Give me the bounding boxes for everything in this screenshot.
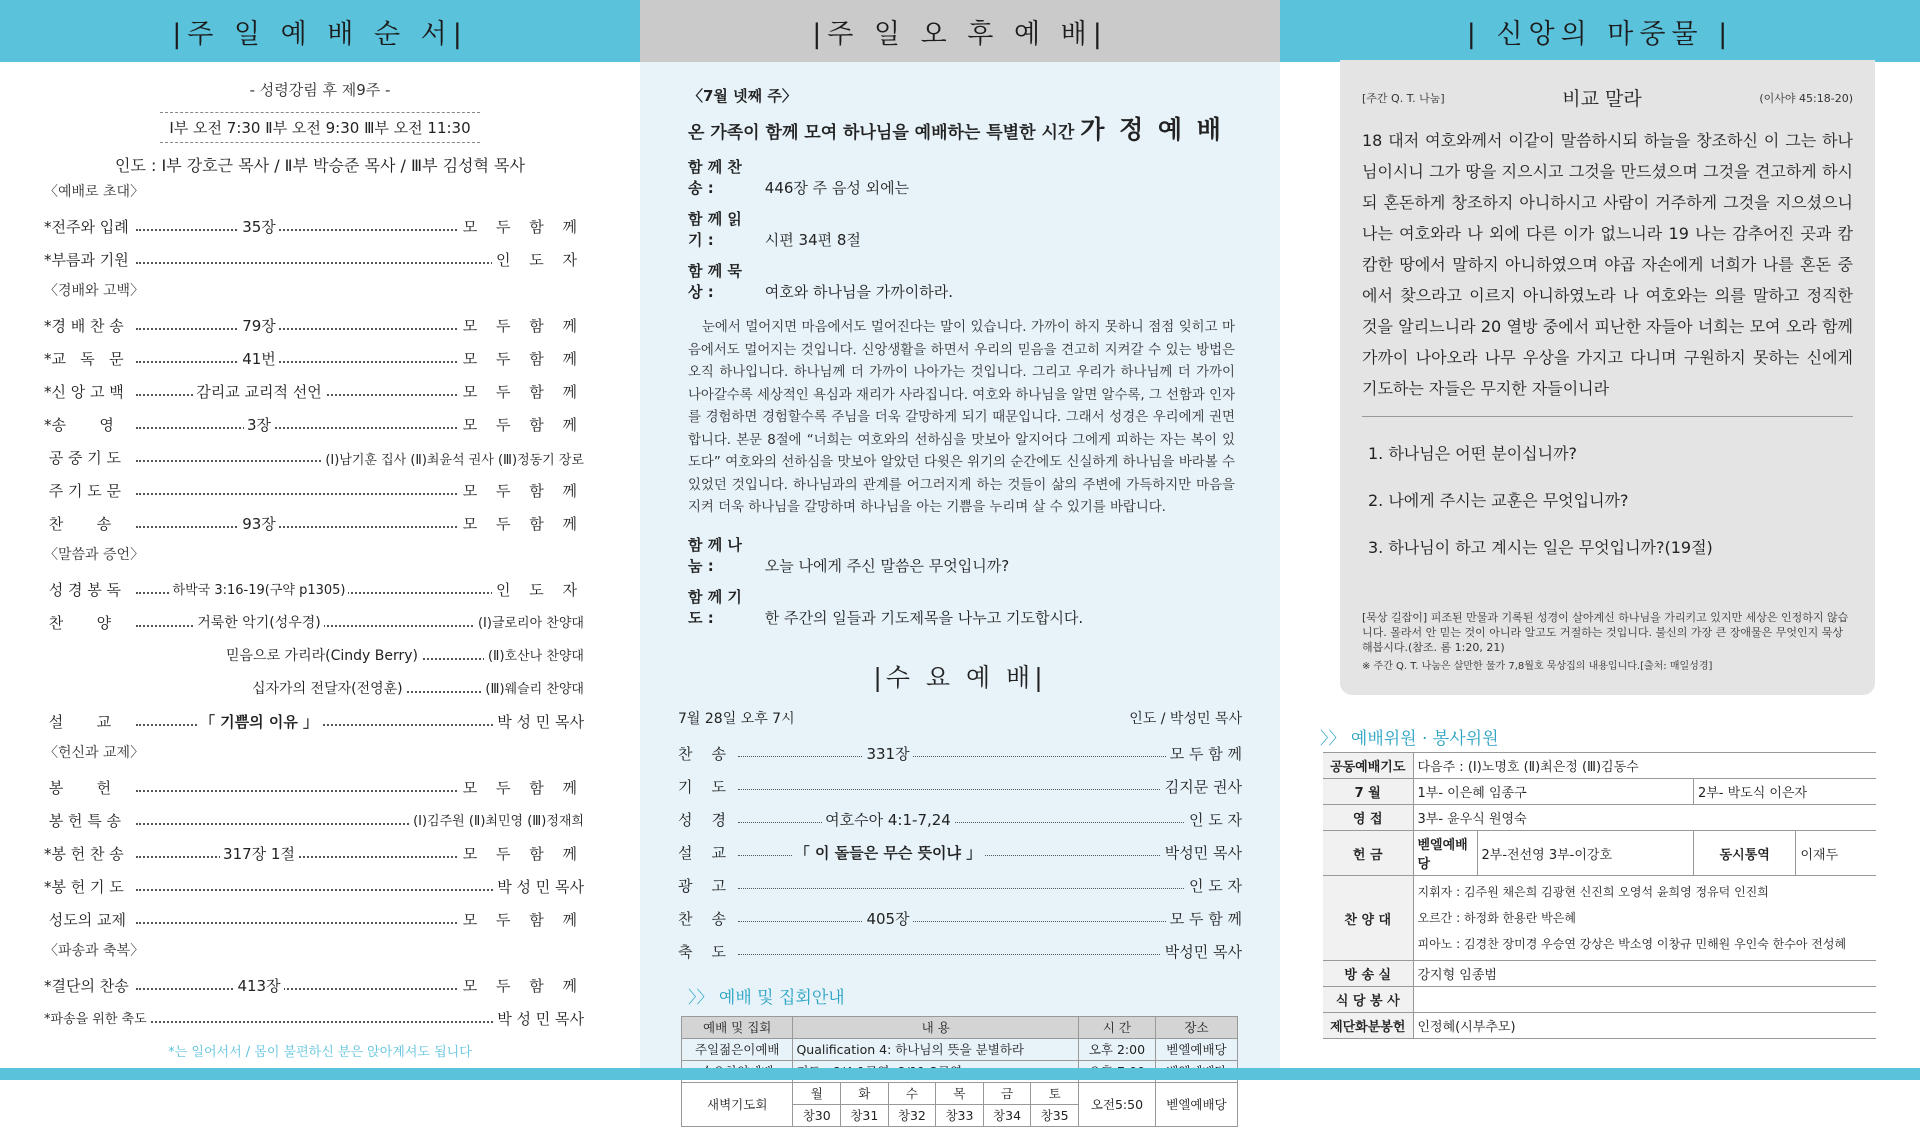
table-cell: Qualification 4: 하나님의 뜻을 분별하라	[793, 1038, 1079, 1060]
family-worship-title	[688, 110, 1235, 146]
order-item-name: 주 기 도 문	[44, 480, 125, 501]
column-header: 예배 및 집회	[682, 1016, 793, 1038]
row-label: 7 월	[1323, 779, 1413, 805]
table-cell: 오전5:50	[1078, 1082, 1155, 1126]
order-item-leader: 모 두 함 께	[459, 216, 584, 237]
row-label: 공동예배기도	[1323, 753, 1413, 779]
meditation-paragraph: 눈에서 멀어지면 마음에서도 멀어진다는 말이 있습니다. 가까이 하지 못하니 점점 잊히고 마음에서도 멀어지는 것입니다. 신앙생활을 하면서 우리의 믿음을 견고히 지켜갈 수 있는 방법은 오직 하나입니다. 하나님께 더 가까이 나아가는 것입니다. 그리고 우리가 하나님께 더 가까이 나아갈수록 세상적인 욕심과 재리가 사라집니다. 여호와 하나님을 알면 알수록, 그 선함과 인자를 경험하면 경험할수록 주님을 더욱 갈망하게 되기 때문입니다. 그래서 성경은 우리에게 권면합니다. 본문 8절에 “너희는 여호와의 선하심을 맛보아 알지어다 그에게 피하는 자는 복이 있도다” 여호와의 선하심을 맛보아 알았던 다윗은 위기의 순간에도 신실하게 하나님을 바라볼 수 있었던 것입니다. 하나님과의 관계를 어그러지게 하는 것들이 삶의 주변에 가득하지만 마음을 지켜 더욱 하나님을 갈망하며 하나님을 아는 기쁨을 누리며 살 수 있기를 바랍니다.	[688, 320, 1235, 515]
table-row	[1323, 961, 1876, 987]
order-row	[44, 968, 584, 1001]
source-note: ※ 주간 Q. T. 나눔은 살만한 물가 7,8월호 묵상집의 내용입니다.[출처: 매일성경]	[1362, 661, 1713, 672]
day-cell: 토	[1031, 1082, 1079, 1104]
order-item-name: *송 영	[44, 414, 118, 435]
field-label: 함 께 읽 기 :	[688, 210, 742, 249]
order-item-leader: (Ⅰ)남기훈 집사 (Ⅱ)최윤석 권사 (Ⅲ)정동기 장로	[321, 449, 584, 468]
order-item-leader: 김지문 권사	[1161, 776, 1242, 797]
order-item-leader: 인 도 자	[1185, 875, 1242, 896]
order-item-name: 성 경 봉 독	[44, 579, 125, 600]
question-1: 1. 하나님은 어떤 분이십니까?	[1368, 444, 1578, 463]
column-header: 시 간	[1078, 1016, 1155, 1038]
table-cell: 3부- 윤우식 원영숙	[1413, 805, 1876, 831]
order-row	[44, 638, 584, 671]
service-leaders: 인도 : Ⅰ부 강호근 목사 / Ⅱ부 박승준 목사 / Ⅲ부 김성혁 목사	[115, 156, 525, 175]
field-label: 함 께 찬 송 :	[688, 158, 742, 197]
table-cell: 1부- 이은혜 임종구	[1413, 779, 1693, 805]
table-cell: 오후 2:00	[1078, 1038, 1155, 1060]
faith-panel	[1280, 0, 1920, 1080]
qt-box	[1340, 60, 1875, 695]
wednesday-row	[678, 934, 1242, 967]
order-item-name: 찬 송	[44, 513, 115, 534]
volunteers-table	[1323, 752, 1876, 1039]
order-item-detail: 거룩한 악기(성우경)	[194, 615, 324, 631]
bible-passage: 18 대저 여호와께서 이같이 말씀하시되 하늘을 창조하신 이 그는 하나님이시니 그가 땅을 지으시고 그것을 만드셨으며 그것을 견고하게 하시되 혼돈하게 창조하지 아니하시고 사람이 거주하게 그것을 지으셨으니 나는 여호와라 나 외에 다른 이가 없느니라 19 나는 감추어진 곳과 캄캄한 땅에서 말하지 아니하였으며 야곱 자손에게 너희가 나를 혼돈 중에서 찾으라고 이르지 아니하였노라 나 여호와는 의를 말하고 정직한 것을 알리느니라 20 열방 중에서 피난한 자들아 너희는 모여 오라 함께 가까이 나아오라 나무 우상을 가지고 다니며 구원하지 못하는 신에게 기도하는 자들은 무지한 자들이니라	[1362, 125, 1853, 417]
sermon-title: 「 기쁨의 이유 」	[197, 713, 321, 731]
order-item-leader: 모 두 함 께	[459, 414, 584, 435]
field-value: 시편 34편 8절	[764, 231, 861, 249]
order-item-leader: (Ⅲ)웨슬리 찬양대	[481, 678, 584, 697]
order-item-detail: 317장 1절	[220, 845, 298, 863]
wednesday-info	[678, 708, 1242, 728]
choir-cell	[1413, 876, 1876, 961]
sermon-title: 「 이 돌들은 무슨 뜻이냐 」	[792, 844, 985, 862]
wednesday-row	[678, 901, 1242, 934]
wednesday-row	[678, 868, 1242, 901]
wednesday-row	[678, 769, 1242, 802]
order-item-name: 설 교	[678, 842, 730, 863]
reading-cell: 창33	[936, 1104, 984, 1126]
row-label: 제단화분봉헌	[1323, 1013, 1413, 1039]
order-row	[44, 605, 584, 638]
day-cell: 수	[888, 1082, 936, 1104]
order-row	[44, 836, 584, 869]
order-item-name: *봉 헌 찬 송	[44, 843, 128, 864]
reading-cell: 창31	[841, 1104, 889, 1126]
family-reading	[688, 208, 1235, 250]
order-row	[44, 473, 584, 506]
field-label: 함 께 묵 상 :	[688, 262, 742, 301]
order-row	[44, 671, 584, 704]
field-value: 446장 주 음성 외에는	[764, 179, 910, 197]
table-row	[1323, 987, 1876, 1013]
day-cell: 금	[983, 1082, 1031, 1104]
section-label: 〈예배로 초대〉	[44, 184, 145, 200]
order-item-name: 축 도	[678, 941, 730, 962]
order-row	[44, 407, 584, 440]
order-row	[44, 902, 584, 935]
order-item-detail: 41번	[239, 350, 279, 368]
wednesday-row	[678, 736, 1242, 769]
question-2: 2. 나에게 주시는 교훈은 무엇입니까?	[1368, 491, 1629, 510]
order-item-name: *전주와 입례	[44, 216, 133, 237]
order-item-name: 찬 양	[44, 612, 115, 633]
choir-piano: 피아노 : 김경찬 장미경 우승연 강상은 박소영 이창규 민해원 우인숙 한수아 전성혜	[1417, 937, 1847, 951]
order-item-name: 십자가의 전달자(전영훈)	[252, 678, 407, 698]
row-label: 찬 양 대	[1323, 876, 1413, 961]
meditation-guide: [묵상 길잡이] 피조된 만물과 기록된 성경이 살아계신 하나님을 가리키고 있지만 세상은 인정하지 않습니다. 몰라서 안 믿는 것이 아니라 알고도 거절하는 것입니다. 불신의 가장 큰 장애물은 무엇인지 묵상해봅시다.(참조. 롬 1:20, 21)	[1362, 611, 1849, 654]
order-row	[44, 506, 584, 539]
order-item-leader: 모 두 함 께	[459, 348, 584, 369]
order-row	[44, 374, 584, 407]
family-meditation	[688, 260, 1235, 302]
table-row	[682, 1082, 1238, 1104]
order-item-detail: 여호수아 4:1-7,24	[822, 811, 954, 829]
order-item-name: *경 배 찬 송	[44, 315, 128, 336]
order-item-name: *교 독 문	[44, 348, 128, 369]
family-worship-heading: 가 정 예 배	[1080, 115, 1224, 144]
order-item-leader: 인 도 자	[492, 579, 584, 600]
order-row	[44, 869, 584, 902]
order-item-name: *봉 헌 기 도	[44, 876, 128, 897]
family-worship-prefix: 온 가족이 함께 모여 하나님을 예배하는 특별한 시간	[688, 123, 1075, 143]
standing-note: *는 일어서서 / 몸이 불편하신 분은 앉아계셔도 됩니다	[168, 1045, 472, 1060]
order-item-name: *부름과 기원	[44, 249, 133, 270]
order-item-name: 설 교	[44, 711, 115, 732]
table-row	[1323, 876, 1876, 961]
order-item-leader: 박 성 민 목사	[493, 1008, 584, 1029]
order-item-detail: 331장	[863, 745, 912, 763]
table-row	[1323, 831, 1876, 876]
reading-cell: 창35	[1031, 1104, 1079, 1126]
order-row	[44, 308, 584, 341]
table-cell: 벧엘예배당	[1413, 831, 1477, 876]
order-item-name: 성도의 교제	[44, 909, 130, 930]
order-item-name: 믿음으로 가리라(Cindy Berry)	[226, 645, 422, 665]
order-row	[44, 209, 584, 242]
table-row	[1323, 1013, 1876, 1039]
table-cell: 다음주 : (Ⅰ)노명호 (Ⅱ)최은정 (Ⅲ)김동수	[1413, 753, 1876, 779]
order-item-detail: 413장	[234, 977, 283, 995]
section-label: 〈경배와 고백〉	[44, 283, 145, 299]
order-item-leader: 박 성 민 목사	[493, 876, 584, 897]
worship-order-panel	[0, 0, 640, 1080]
wednesday-worship-title: |수 요 예 배|	[873, 662, 1047, 692]
reading-cell: 창34	[983, 1104, 1031, 1126]
bottom-bar	[0, 1068, 1920, 1080]
order-item-detail: 35장	[239, 218, 279, 236]
row-label: 헌 금	[1323, 831, 1413, 876]
choir-conductors: 지휘자 : 김주원 채은희 김광현 신진희 오영석 윤희영 정유덕 인진희	[1417, 885, 1769, 899]
row-label: 방 송 실	[1323, 961, 1413, 987]
order-row	[44, 704, 584, 737]
order-row	[44, 1001, 584, 1034]
order-row	[44, 440, 584, 473]
wednesday-row	[678, 802, 1242, 835]
order-item-name: 기 도	[678, 776, 730, 797]
service-times: Ⅰ부 오전 7:30 Ⅱ부 오전 9:30 Ⅲ부 오전 11:30	[160, 112, 480, 143]
order-item-leader: 모 두 함 께	[459, 513, 584, 534]
afternoon-worship-panel	[640, 0, 1280, 1123]
order-item-leader: 인 도 자	[492, 249, 584, 270]
order-item-leader: 박성민 목사	[1161, 941, 1242, 962]
order-item-leader: 박성민 목사	[1161, 842, 1242, 863]
family-sharing	[688, 534, 1235, 576]
table-cell: 이재두	[1796, 831, 1876, 876]
week-label: 〈7월 넷째 주〉	[688, 87, 797, 105]
order-item-leader: (Ⅰ)글로리아 찬양대	[474, 612, 584, 631]
wednesday-leader: 인도 / 박성민 목사	[1129, 710, 1242, 727]
qt-title: 비교 말라	[1562, 88, 1642, 110]
order-item-name: 찬 송	[678, 743, 730, 764]
order-item-leader: 모 두 함 께	[459, 480, 584, 501]
table-cell: 동시통역	[1693, 831, 1796, 876]
order-item-name: 공 중 기 도	[44, 447, 125, 468]
faith-header: | 신앙의 마중물 |	[1280, 0, 1920, 62]
table-cell: 2부- 박도식 이은자	[1693, 779, 1876, 805]
order-item-leader: 모 두 함 께	[459, 315, 584, 336]
worship-order-header: |주 일 예 배 순 서|	[0, 0, 640, 62]
order-item-leader: 모 두 함 께	[459, 909, 584, 930]
order-row	[44, 341, 584, 374]
order-item-name: 봉 헌	[44, 777, 115, 798]
order-item-leader: 박 성 민 목사	[493, 711, 584, 732]
day-cell: 월	[793, 1082, 841, 1104]
order-item-leader: 인 도 자	[1185, 809, 1242, 830]
field-value: 한 주간의 일들과 기도제목을 나누고 기도합시다.	[764, 608, 1084, 627]
table-cell: 인정혜(시부추모)	[1413, 1013, 1876, 1039]
wednesday-row	[678, 835, 1242, 868]
order-item-detail: 하박국 3:16-19(구약 p1305)	[170, 583, 349, 598]
table-cell	[1413, 987, 1876, 1013]
table-row	[1323, 753, 1876, 779]
order-item-leader: 모 두 함 께	[459, 381, 584, 402]
table-cell: 벧엘예배당	[1155, 1082, 1237, 1126]
day-cell: 목	[936, 1082, 984, 1104]
section-label: 〈헌신과 교제〉	[44, 745, 145, 761]
order-item-detail: 감리교 교리적 선언	[193, 383, 324, 401]
field-label: 함 께 기 도 :	[688, 587, 742, 627]
reading-cell: 창30	[793, 1104, 841, 1126]
afternoon-worship-header: |주 일 오 후 예 배|	[640, 0, 1280, 62]
volunteers-title: 〉〉 예배위원 · 봉사위원	[1320, 729, 1499, 749]
table-cell: 벧엘예배당	[1155, 1038, 1237, 1060]
order-item-name: *파송을 위한 축도	[44, 1008, 151, 1027]
section-label: 〈말씀과 증언〉	[44, 547, 145, 563]
order-item-leader: 모 두 함 께	[459, 843, 584, 864]
wednesday-date: 7월 28일 오후 7시	[678, 710, 795, 727]
table-cell: 주일젊은이예배	[682, 1038, 793, 1060]
table-cell: 2부-전선영 3부-이강호	[1477, 831, 1693, 876]
reading-cell: 창32	[888, 1104, 936, 1126]
choir-organ: 오르간 : 하정화 한용란 박은혜	[1417, 911, 1576, 925]
column-header: 장소	[1155, 1016, 1237, 1038]
order-item-leader: 모 두 함 께	[1166, 908, 1242, 929]
order-row	[44, 770, 584, 803]
order-row	[44, 572, 584, 605]
order-item-detail: 405장	[863, 910, 912, 928]
order-row	[44, 242, 584, 275]
order-item-leader: 모 두 함 께	[459, 777, 584, 798]
column-header: 내 용	[793, 1016, 1079, 1038]
order-item-name: *신 앙 고 백	[44, 381, 128, 402]
schedule-section-title: 〉〉 예배 및 집회안내	[688, 987, 845, 1008]
row-label: 영 접	[1323, 805, 1413, 831]
liturgical-week: - 성령강림 후 제9주 -	[249, 81, 391, 99]
order-item-name: 찬 송	[678, 908, 730, 929]
order-item-leader: (Ⅱ)호산나 찬양대	[484, 645, 584, 664]
order-item-name: 광 고	[678, 875, 730, 896]
day-cell: 화	[841, 1082, 889, 1104]
section-label: 〈파송과 축복〉	[44, 943, 145, 959]
table-row	[1323, 805, 1876, 831]
table-row	[682, 1038, 1238, 1060]
order-item-leader: 모 두 함 께	[459, 975, 584, 996]
family-prayer	[688, 586, 1235, 628]
family-hymn	[688, 156, 1235, 198]
order-item-name: 봉 헌 특 송	[44, 810, 125, 831]
field-value: 오늘 나에게 주신 말씀은 무엇입니까?	[764, 556, 1010, 575]
order-item-name: 성 경	[678, 809, 730, 830]
table-row	[1323, 779, 1876, 805]
qt-label: [주간 Q. T. 나눔]	[1362, 91, 1445, 105]
table-cell: 강지형 임종범	[1413, 961, 1876, 987]
order-item-detail: 79장	[239, 317, 279, 335]
qt-header	[1362, 84, 1853, 111]
order-item-leader: 모 두 함 께	[1166, 743, 1242, 764]
row-label: 식 당 봉 사	[1323, 987, 1413, 1013]
order-row	[44, 803, 584, 836]
table-cell: 새벽기도회	[682, 1082, 793, 1126]
field-label: 함 께 나 눔 :	[688, 535, 742, 575]
order-item-leader: (Ⅰ)김주원 (Ⅱ)최민영 (Ⅲ)정재희	[409, 810, 584, 829]
order-item-detail: 3장	[244, 416, 274, 434]
qt-reference: (이사야 45:18-20)	[1759, 91, 1853, 105]
order-item-detail: 93장	[239, 515, 279, 533]
field-value: 여호와 하나님을 가까이하라.	[764, 283, 953, 301]
order-item-name: *결단의 찬송	[44, 975, 133, 996]
question-3: 3. 하나님이 하고 계시는 일은 무엇입니까?(19절)	[1368, 538, 1713, 557]
